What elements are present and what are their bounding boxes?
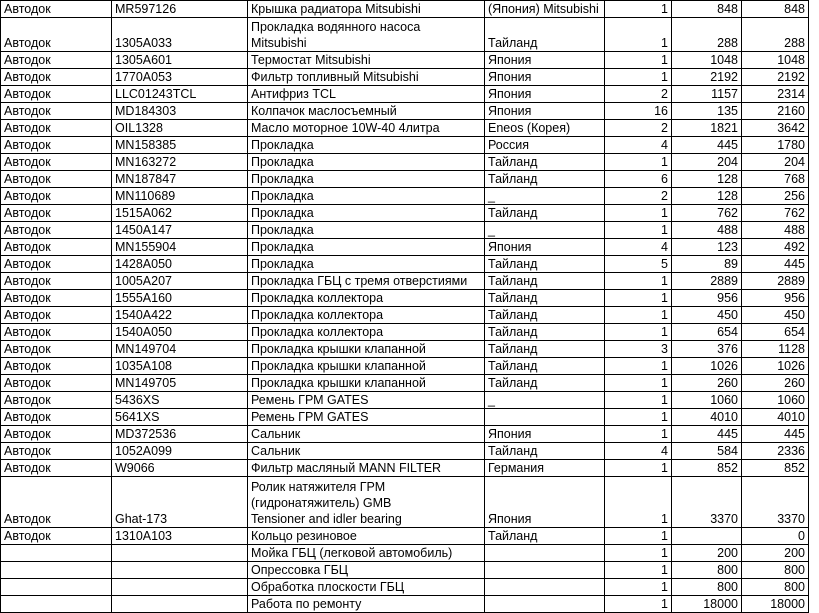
description-cell[interactable]: Мойка ГБЦ (легковой автомобиль) bbox=[248, 545, 485, 562]
part-code-cell[interactable]: 1770A053 bbox=[112, 69, 248, 86]
total-cell[interactable]: 3370 bbox=[742, 477, 809, 528]
country-cell[interactable]: _ bbox=[485, 392, 605, 409]
price-cell[interactable]: 123 bbox=[672, 239, 742, 256]
country-cell[interactable]: Германия bbox=[485, 460, 605, 477]
country-cell[interactable]: Япония bbox=[485, 52, 605, 69]
quantity-cell[interactable]: 1 bbox=[605, 154, 672, 171]
supplier-cell[interactable]: Автодок bbox=[1, 222, 112, 239]
price-cell[interactable] bbox=[672, 528, 742, 545]
price-cell[interactable]: 128 bbox=[672, 188, 742, 205]
supplier-cell[interactable]: Автодок bbox=[1, 392, 112, 409]
price-cell[interactable]: 800 bbox=[672, 562, 742, 579]
country-cell[interactable] bbox=[485, 562, 605, 579]
description-cell[interactable]: Прокладка bbox=[248, 239, 485, 256]
price-cell[interactable]: 288 bbox=[672, 18, 742, 52]
supplier-cell[interactable]: Автодок bbox=[1, 290, 112, 307]
price-cell[interactable]: 488 bbox=[672, 222, 742, 239]
price-cell[interactable]: 376 bbox=[672, 341, 742, 358]
total-cell[interactable]: 256 bbox=[742, 188, 809, 205]
part-code-cell[interactable]: 1052A099 bbox=[112, 443, 248, 460]
description-cell[interactable]: Прокладка крышки клапанной bbox=[248, 341, 485, 358]
table-row bbox=[1, 477, 809, 528]
quantity-cell[interactable]: 1 bbox=[605, 579, 672, 596]
table-row bbox=[1, 324, 809, 341]
supplier-cell[interactable]: Автодок bbox=[1, 86, 112, 103]
total-cell[interactable]: 288 bbox=[742, 18, 809, 52]
table-row bbox=[1, 120, 809, 137]
part-code-cell[interactable]: OIL1328 bbox=[112, 120, 248, 137]
description-cell[interactable]: Ремень ГРМ GATES bbox=[248, 409, 485, 426]
price-cell[interactable]: 1060 bbox=[672, 392, 742, 409]
quantity-cell[interactable]: 1 bbox=[605, 460, 672, 477]
quantity-cell[interactable]: 1 bbox=[605, 375, 672, 392]
total-cell[interactable]: 1048 bbox=[742, 52, 809, 69]
total-cell[interactable]: 450 bbox=[742, 307, 809, 324]
country-cell[interactable] bbox=[485, 579, 605, 596]
country-cell[interactable] bbox=[485, 596, 605, 613]
country-cell[interactable]: Тайланд bbox=[485, 528, 605, 545]
supplier-cell[interactable]: Автодок bbox=[1, 52, 112, 69]
table-row bbox=[1, 358, 809, 375]
country-cell[interactable]: (Япония) Mitsubishi bbox=[485, 1, 605, 18]
price-cell[interactable]: 1048 bbox=[672, 52, 742, 69]
supplier-cell[interactable]: Автодок bbox=[1, 69, 112, 86]
country-cell[interactable]: Тайланд bbox=[485, 205, 605, 222]
description-cell[interactable]: Прокладка коллектора bbox=[248, 307, 485, 324]
description-cell[interactable]: Сальник bbox=[248, 443, 485, 460]
table-row bbox=[1, 171, 809, 188]
supplier-cell[interactable]: Автодок bbox=[1, 154, 112, 171]
part-code-cell[interactable]: 1540A422 bbox=[112, 307, 248, 324]
price-cell[interactable]: 848 bbox=[672, 1, 742, 18]
supplier-cell[interactable] bbox=[1, 579, 112, 596]
part-code-cell[interactable]: 1450A147 bbox=[112, 222, 248, 239]
supplier-cell[interactable]: Автодок bbox=[1, 443, 112, 460]
description-cell[interactable]: Фильтр топливный Mitsubishi bbox=[248, 69, 485, 86]
table-row bbox=[1, 307, 809, 324]
quantity-cell[interactable]: 16 bbox=[605, 103, 672, 120]
parts-table-body bbox=[1, 1, 809, 613]
quantity-cell[interactable]: 1 bbox=[605, 205, 672, 222]
supplier-cell[interactable]: Автодок bbox=[1, 477, 112, 528]
country-cell[interactable]: Тайланд bbox=[485, 358, 605, 375]
price-cell[interactable]: 2889 bbox=[672, 273, 742, 290]
price-cell[interactable]: 200 bbox=[672, 545, 742, 562]
part-code-cell[interactable]: MN163272 bbox=[112, 154, 248, 171]
part-code-cell[interactable]: 1310A103 bbox=[112, 528, 248, 545]
quantity-cell[interactable]: 1 bbox=[605, 392, 672, 409]
description-cell[interactable]: Антифриз TCL bbox=[248, 86, 485, 103]
table-row bbox=[1, 18, 809, 52]
quantity-cell[interactable]: 1 bbox=[605, 596, 672, 613]
country-cell[interactable]: Eneos (Корея) bbox=[485, 120, 605, 137]
part-code-cell[interactable]: 1305A601 bbox=[112, 52, 248, 69]
part-code-cell[interactable]: MN155904 bbox=[112, 239, 248, 256]
country-cell[interactable]: Тайланд bbox=[485, 18, 605, 52]
quantity-cell[interactable]: 1 bbox=[605, 426, 672, 443]
table-row bbox=[1, 52, 809, 69]
quantity-cell[interactable]: 1 bbox=[605, 1, 672, 18]
table-row bbox=[1, 222, 809, 239]
supplier-cell[interactable]: Автодок bbox=[1, 307, 112, 324]
part-code-cell[interactable]: MD372536 bbox=[112, 426, 248, 443]
total-cell[interactable]: 2336 bbox=[742, 443, 809, 460]
description-cell[interactable]: Прокладка коллектора bbox=[248, 324, 485, 341]
part-code-cell[interactable]: 1515A062 bbox=[112, 205, 248, 222]
table-row bbox=[1, 290, 809, 307]
description-cell[interactable]: Опрессовка ГБЦ bbox=[248, 562, 485, 579]
supplier-cell[interactable]: Автодок bbox=[1, 188, 112, 205]
total-cell[interactable]: 18000 bbox=[742, 596, 809, 613]
country-cell[interactable]: Тайланд bbox=[485, 307, 605, 324]
description-cell[interactable]: Прокладка bbox=[248, 154, 485, 171]
total-cell[interactable]: 800 bbox=[742, 579, 809, 596]
description-cell[interactable]: Ремень ГРМ GATES bbox=[248, 392, 485, 409]
total-cell[interactable]: 4010 bbox=[742, 409, 809, 426]
description-cell[interactable]: Прокладка коллектора bbox=[248, 290, 485, 307]
table-row bbox=[1, 69, 809, 86]
price-cell[interactable]: 135 bbox=[672, 103, 742, 120]
part-code-cell[interactable] bbox=[112, 596, 248, 613]
description-cell[interactable]: Масло моторное 10W-40 4литра bbox=[248, 120, 485, 137]
total-cell[interactable]: 1780 bbox=[742, 137, 809, 154]
table-row bbox=[1, 596, 809, 613]
quantity-cell[interactable]: 1 bbox=[605, 562, 672, 579]
description-cell[interactable]: Прокладка bbox=[248, 205, 485, 222]
price-cell[interactable]: 450 bbox=[672, 307, 742, 324]
country-cell[interactable]: Япония bbox=[485, 103, 605, 120]
table-row bbox=[1, 392, 809, 409]
supplier-cell[interactable]: Автодок bbox=[1, 1, 112, 18]
table-row bbox=[1, 426, 809, 443]
table-row bbox=[1, 205, 809, 222]
quantity-cell[interactable]: 2 bbox=[605, 86, 672, 103]
country-cell[interactable] bbox=[485, 409, 605, 426]
total-cell[interactable]: 0 bbox=[742, 528, 809, 545]
description-cell[interactable]: Термостат Mitsubishi bbox=[248, 52, 485, 69]
supplier-cell[interactable]: Автодок bbox=[1, 205, 112, 222]
table-row bbox=[1, 528, 809, 545]
price-cell[interactable]: 4010 bbox=[672, 409, 742, 426]
total-cell[interactable]: 2889 bbox=[742, 273, 809, 290]
total-cell[interactable]: 492 bbox=[742, 239, 809, 256]
supplier-cell[interactable] bbox=[1, 596, 112, 613]
total-cell[interactable]: 768 bbox=[742, 171, 809, 188]
quantity-cell[interactable]: 1 bbox=[605, 358, 672, 375]
supplier-cell[interactable]: Автодок bbox=[1, 460, 112, 477]
description-cell[interactable]: Сальник bbox=[248, 426, 485, 443]
description-cell[interactable]: Прокладка bbox=[248, 171, 485, 188]
part-code-cell[interactable]: MN149704 bbox=[112, 341, 248, 358]
price-cell[interactable]: 654 bbox=[672, 324, 742, 341]
description-cell[interactable]: Прокладка bbox=[248, 222, 485, 239]
quantity-cell[interactable]: 1 bbox=[605, 69, 672, 86]
description-cell[interactable]: Прокладка крышки клапанной bbox=[248, 375, 485, 392]
supplier-cell[interactable]: Автодок bbox=[1, 375, 112, 392]
price-cell[interactable]: 128 bbox=[672, 171, 742, 188]
table-row bbox=[1, 188, 809, 205]
table-row bbox=[1, 409, 809, 426]
supplier-cell[interactable]: Автодок bbox=[1, 171, 112, 188]
country-cell[interactable]: Тайланд bbox=[485, 443, 605, 460]
part-code-cell[interactable]: 1555A160 bbox=[112, 290, 248, 307]
table-row bbox=[1, 545, 809, 562]
price-cell[interactable]: 204 bbox=[672, 154, 742, 171]
quantity-cell[interactable]: 1 bbox=[605, 324, 672, 341]
quantity-cell[interactable]: 1 bbox=[605, 477, 672, 528]
table-row bbox=[1, 443, 809, 460]
quantity-cell[interactable]: 1 bbox=[605, 222, 672, 239]
country-cell[interactable]: Россия bbox=[485, 137, 605, 154]
table-row bbox=[1, 256, 809, 273]
supplier-cell[interactable]: Автодок bbox=[1, 120, 112, 137]
description-cell[interactable]: Прокладка водянного насоса Mitsubishi bbox=[248, 18, 485, 52]
part-code-cell[interactable]: 5641XS bbox=[112, 409, 248, 426]
supplier-cell[interactable]: Автодок bbox=[1, 256, 112, 273]
supplier-cell[interactable]: Автодок bbox=[1, 409, 112, 426]
table-row bbox=[1, 137, 809, 154]
description-cell[interactable]: Прокладка bbox=[248, 137, 485, 154]
table-row bbox=[1, 1, 809, 18]
part-code-cell[interactable] bbox=[112, 545, 248, 562]
description-cell[interactable]: Колпачок маслосъемный bbox=[248, 103, 485, 120]
country-cell[interactable]: Тайланд bbox=[485, 290, 605, 307]
country-cell[interactable]: Тайланд bbox=[485, 154, 605, 171]
table-row bbox=[1, 273, 809, 290]
quantity-cell[interactable]: 4 bbox=[605, 239, 672, 256]
total-cell[interactable]: 2314 bbox=[742, 86, 809, 103]
country-cell[interactable]: _ bbox=[485, 222, 605, 239]
table-row bbox=[1, 460, 809, 477]
country-cell[interactable] bbox=[485, 545, 605, 562]
price-cell[interactable]: 1157 bbox=[672, 86, 742, 103]
description-cell[interactable]: Фильтр масляный MANN FILTER bbox=[248, 460, 485, 477]
quantity-cell[interactable]: 5 bbox=[605, 256, 672, 273]
quantity-cell[interactable]: 1 bbox=[605, 545, 672, 562]
price-cell[interactable]: 762 bbox=[672, 205, 742, 222]
quantity-cell[interactable]: 1 bbox=[605, 290, 672, 307]
supplier-cell[interactable]: Автодок bbox=[1, 426, 112, 443]
table-row bbox=[1, 562, 809, 579]
part-code-cell[interactable]: LLC01243TCL bbox=[112, 86, 248, 103]
supplier-cell[interactable]: Автодок bbox=[1, 103, 112, 120]
part-code-cell[interactable]: 1035A108 bbox=[112, 358, 248, 375]
price-cell[interactable]: 260 bbox=[672, 375, 742, 392]
supplier-cell[interactable]: Автодок bbox=[1, 528, 112, 545]
total-cell[interactable]: 200 bbox=[742, 545, 809, 562]
total-cell[interactable]: 204 bbox=[742, 154, 809, 171]
supplier-cell[interactable] bbox=[1, 545, 112, 562]
supplier-cell[interactable]: Автодок bbox=[1, 18, 112, 52]
country-cell[interactable]: Тайланд bbox=[485, 341, 605, 358]
description-cell[interactable]: Прокладка ГБЦ с тремя отверстиями bbox=[248, 273, 485, 290]
total-cell[interactable]: 2160 bbox=[742, 103, 809, 120]
total-cell[interactable]: 848 bbox=[742, 1, 809, 18]
supplier-cell[interactable]: Автодок bbox=[1, 137, 112, 154]
part-code-cell[interactable]: MN158385 bbox=[112, 137, 248, 154]
part-code-cell[interactable] bbox=[112, 579, 248, 596]
supplier-cell[interactable] bbox=[1, 562, 112, 579]
supplier-cell[interactable]: Автодок bbox=[1, 239, 112, 256]
country-cell[interactable]: Тайланд bbox=[485, 324, 605, 341]
supplier-cell[interactable]: Автодок bbox=[1, 324, 112, 341]
total-cell[interactable]: 1060 bbox=[742, 392, 809, 409]
quantity-cell[interactable]: 1 bbox=[605, 18, 672, 52]
table-row bbox=[1, 86, 809, 103]
price-cell[interactable]: 956 bbox=[672, 290, 742, 307]
total-cell[interactable]: 445 bbox=[742, 426, 809, 443]
part-code-cell[interactable]: W9066 bbox=[112, 460, 248, 477]
price-cell[interactable]: 1026 bbox=[672, 358, 742, 375]
country-cell[interactable]: Япония bbox=[485, 86, 605, 103]
price-cell[interactable]: 852 bbox=[672, 460, 742, 477]
country-cell[interactable]: Тайланд bbox=[485, 375, 605, 392]
country-cell[interactable]: Тайланд bbox=[485, 256, 605, 273]
total-cell[interactable]: 800 bbox=[742, 562, 809, 579]
quantity-cell[interactable]: 2 bbox=[605, 120, 672, 137]
total-cell[interactable]: 1026 bbox=[742, 358, 809, 375]
supplier-cell[interactable]: Автодок bbox=[1, 358, 112, 375]
total-cell[interactable]: 654 bbox=[742, 324, 809, 341]
description-cell[interactable]: Прокладка bbox=[248, 256, 485, 273]
price-cell[interactable]: 89 bbox=[672, 256, 742, 273]
description-cell[interactable]: Ролик натяжителя ГРМ (гидронатяжитель) GMB Tensioner and idler bearing bbox=[248, 477, 485, 528]
price-cell[interactable]: 445 bbox=[672, 426, 742, 443]
country-cell[interactable]: Япония bbox=[485, 477, 605, 528]
description-cell[interactable]: Работа по ремонту bbox=[248, 596, 485, 613]
quantity-cell[interactable]: 6 bbox=[605, 171, 672, 188]
price-cell[interactable]: 445 bbox=[672, 137, 742, 154]
country-cell[interactable]: Япония bbox=[485, 239, 605, 256]
part-code-cell[interactable]: MD184303 bbox=[112, 103, 248, 120]
table-row bbox=[1, 239, 809, 256]
description-cell[interactable]: Прокладка bbox=[248, 188, 485, 205]
table-row bbox=[1, 579, 809, 596]
supplier-cell[interactable]: Автодок bbox=[1, 273, 112, 290]
country-cell[interactable]: Тайланд bbox=[485, 273, 605, 290]
quantity-cell[interactable]: 1 bbox=[605, 528, 672, 545]
total-cell[interactable]: 956 bbox=[742, 290, 809, 307]
quantity-cell[interactable]: 3 bbox=[605, 341, 672, 358]
price-cell[interactable]: 18000 bbox=[672, 596, 742, 613]
total-cell[interactable]: 3642 bbox=[742, 120, 809, 137]
part-code-cell[interactable]: 1305A033 bbox=[112, 18, 248, 52]
part-code-cell[interactable]: MN149705 bbox=[112, 375, 248, 392]
quantity-cell[interactable]: 4 bbox=[605, 443, 672, 460]
price-cell[interactable]: 2192 bbox=[672, 69, 742, 86]
table-row bbox=[1, 375, 809, 392]
quantity-cell[interactable]: 2 bbox=[605, 188, 672, 205]
part-code-cell[interactable]: 5436XS bbox=[112, 392, 248, 409]
supplier-cell[interactable]: Автодок bbox=[1, 341, 112, 358]
total-cell[interactable]: 260 bbox=[742, 375, 809, 392]
price-cell[interactable]: 3370 bbox=[672, 477, 742, 528]
table-row bbox=[1, 341, 809, 358]
table-row bbox=[1, 154, 809, 171]
part-code-cell[interactable]: 1005A207 bbox=[112, 273, 248, 290]
price-cell[interactable]: 800 bbox=[672, 579, 742, 596]
quantity-cell[interactable]: 1 bbox=[605, 409, 672, 426]
description-cell[interactable]: Кольцо резиновое bbox=[248, 528, 485, 545]
description-cell[interactable]: Прокладка крышки клапанной bbox=[248, 358, 485, 375]
description-cell[interactable]: Обработка плоскости ГБЦ bbox=[248, 579, 485, 596]
total-cell[interactable]: 852 bbox=[742, 460, 809, 477]
part-code-cell[interactable] bbox=[112, 562, 248, 579]
quantity-cell[interactable]: 1 bbox=[605, 52, 672, 69]
price-cell[interactable]: 584 bbox=[672, 443, 742, 460]
part-code-cell[interactable]: 1540A050 bbox=[112, 324, 248, 341]
total-cell[interactable]: 1128 bbox=[742, 341, 809, 358]
country-cell[interactable]: Япония bbox=[485, 426, 605, 443]
quantity-cell[interactable]: 1 bbox=[605, 307, 672, 324]
total-cell[interactable]: 488 bbox=[742, 222, 809, 239]
description-cell[interactable]: Крышка радиатора Mitsubishi bbox=[248, 1, 485, 18]
part-code-cell[interactable]: Ghat-173 bbox=[112, 477, 248, 528]
total-cell[interactable]: 2192 bbox=[742, 69, 809, 86]
table-row bbox=[1, 103, 809, 120]
part-code-cell[interactable]: 1428A050 bbox=[112, 256, 248, 273]
total-cell[interactable]: 445 bbox=[742, 256, 809, 273]
quantity-cell[interactable]: 4 bbox=[605, 137, 672, 154]
country-cell[interactable]: _ bbox=[485, 188, 605, 205]
part-code-cell[interactable]: MR597126 bbox=[112, 1, 248, 18]
part-code-cell[interactable]: MN187847 bbox=[112, 171, 248, 188]
price-cell[interactable]: 1821 bbox=[672, 120, 742, 137]
country-cell[interactable]: Тайланд bbox=[485, 171, 605, 188]
part-code-cell[interactable]: MN110689 bbox=[112, 188, 248, 205]
country-cell[interactable]: Япония bbox=[485, 69, 605, 86]
total-cell[interactable]: 762 bbox=[742, 205, 809, 222]
quantity-cell[interactable]: 1 bbox=[605, 273, 672, 290]
